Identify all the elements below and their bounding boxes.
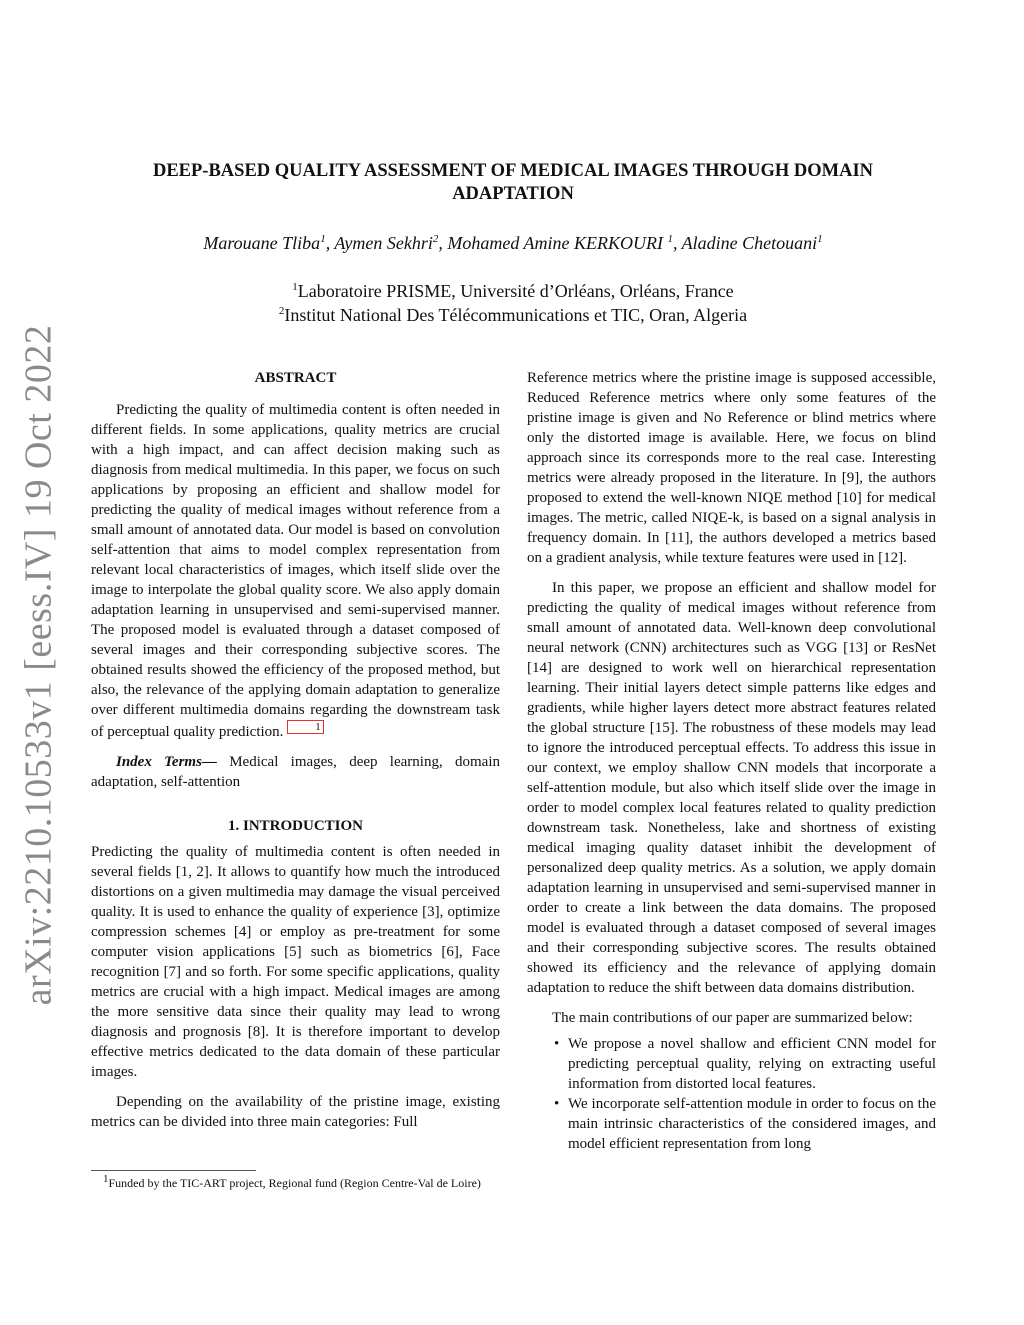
- author-affiliation-mark: 1: [320, 233, 326, 245]
- list-item: • We incorporate self-attention module in order to focus on the main intrinsic characteristics of the considered images, and model efficient representation from long: [527, 1094, 936, 1154]
- left-column: [91, 368, 500, 1132]
- abstract-body: [91, 400, 500, 742]
- footnote-text-line: [91, 1175, 500, 1192]
- intro-paragraph: The main contributions of our paper are summarized below:: [552, 1010, 913, 1026]
- footnote-text: Funded by the TIC-ART project, Regional fund (Region Centre-Val de Loire): [108, 1176, 481, 1190]
- affiliation-text: Laboratoire PRISME, Université d’Orléans, Orléans, France: [297, 281, 734, 301]
- intro-paragraph: Reference metrics where the pristine image is supposed accessible, Reduced Reference metrics where only some features of the pristine image is given and No Reference or blind metrics where only the distorted image is available. Here, we focus on blind approach since its corresponds more to the real case. Interesting metrics were already proposed in the literature. In [9], the authors proposed to extend the well-known NIQE method [10] for medical images. The metric, called NIQE-k, is based on a signal analysis in frequency domain. In [11], the authors developed a metrics based on a gradient analysis, while texture features were used in [12].: [527, 370, 936, 566]
- abstract-text: Predicting the quality of multimedia content is often needed in different fields. In some applications, quality metrics are crucial with a high impact, and can affect decision making such as diagnosis from medical multimedia. In this paper, we focus on such applications by proposing an efficient and shallow model for predicting the quality of medical images without reference from a small amount of annotated data. Our model is based on convolution self-attention that aims to model complex representation from relevant local characteristics of images, which itself slide over the image to interpolate the global quality score. We also apply domain adaptation learning in unsupervised and semi-supervised manner. The proposed model is evaluated through a dataset composed of several images and their corresponding subjective scores. The obtained results showed the efficiency of the proposed method, but also, the relevance of the applying domain adaptation to generalize over different multimedia domains regarding the downstream task of perceptual quality prediction.: [91, 402, 500, 740]
- author-affiliation-mark: 2: [432, 233, 439, 245]
- author-separator: ,: [325, 233, 335, 253]
- author-name: Aladine Chetouani: [681, 233, 818, 253]
- author-affiliation-mark: 1: [817, 233, 823, 245]
- affiliation-number: 2: [278, 305, 285, 317]
- right-column: [527, 368, 936, 1154]
- arxiv-watermark: [8, 324, 68, 1006]
- author-affiliation-mark: 1: [667, 233, 673, 245]
- footnote: [91, 1170, 500, 1192]
- author-list: [110, 232, 916, 254]
- introduction-heading: 1. INTRODUCTION: [227, 818, 363, 834]
- index-terms-text: Medical images, deep learning, domain adaptation, self-attention: [91, 754, 500, 790]
- list-item: • We propose a novel shallow and efficient CNN model for predicting perceptual quality, relying on extracting useful information from distorted local features.: [527, 1034, 936, 1094]
- affiliation-text: Institut National Des Télécommunications et TIC, Oran, Algeria: [284, 305, 748, 325]
- intro-paragraph: Predicting the quality of multimedia content is often needed in several fields [1, 2]. It allows to quantify how much the introduced distortions on a given multimedia may damage the visual perceived quality. It is used to enhance the quality of experience [3], optimize compression schemes [4] or employ as pre-treatment for some computer vision applications [5] such as biometrics [6], Face recognition [7] and so forth. For some specific applications, quality metrics are crucial with a high impact. Medical images are among the more sensitive data since their quality may lead to wrong diagnosis and prognosis [8]. It is therefore important to develop effective metrics dedicated to the data domain of these particular images.: [91, 844, 500, 1080]
- author-name: Mohamed Amine KERKOURI: [447, 233, 668, 253]
- paper-title: DEEP-BASED QUALITY ASSESSMENT OF MEDICAL IMAGES THROUGH DOMAIN ADAPTATION: [152, 161, 874, 204]
- affiliation-line: [110, 303, 916, 327]
- author-separator: ,: [438, 233, 448, 253]
- author-name: Marouane Tliba: [203, 233, 321, 253]
- index-terms: [91, 752, 500, 792]
- affiliation-number: 1: [292, 281, 298, 293]
- affiliation-list: [110, 279, 916, 327]
- affiliation-line: [110, 279, 916, 303]
- footnote-rule: [91, 1170, 256, 1171]
- footnote-link[interactable]: 1: [287, 720, 324, 734]
- arxiv-id[interactable]: arXiv:2210.10533v1 [eess.IV] 19 Oct 2022: [17, 324, 60, 1006]
- abstract-heading: ABSTRACT: [254, 370, 337, 386]
- intro-paragraph: In this paper, we propose an efficient and shallow model for predicting the quality of medical images without reference from small amount of annotated data. Well-known deep convolutional neural network (CNN) architectures such as VGG [13] or ResNet [14] are designed to work well on hierarchical representation learning. Their initial layers detect simple patterns like edges and gradients, while higher layers detect more abstract features related the global structure [15]. The robustness of these models may lead to ignore the introduced perceptual effects. To address this issue in our context, we employ shallow CNN models that incorporate a self-attention module, but also which itself slide over the image in order to model complex local features related to quality prediction downstream task. Nonetheless, lake and shortness of existing medical imaging quality dataset inhibit the development of personalized deep quality metrics. As a solution, we apply domain adaptation learning in unsupervised and semi-supervised manner in order to create a link between the data domains. The proposed model is evaluated through a dataset composed of several images and their corresponding subjective scores. The results obtained showed its efficiency and the relevance of applying domain adaptation to reduce the shift between data domains distribution.: [527, 580, 936, 996]
- author-name: Aymen Sekhri: [334, 233, 433, 253]
- author-separator: ,: [672, 233, 682, 253]
- contributions-list: [527, 1034, 936, 1154]
- index-terms-label: Index Terms—: [116, 754, 217, 770]
- intro-paragraph: Depending on the availability of the pristine image, existing metrics can be divided into three main categories: Full: [91, 1094, 500, 1130]
- footnote-number: 1: [103, 1173, 109, 1185]
